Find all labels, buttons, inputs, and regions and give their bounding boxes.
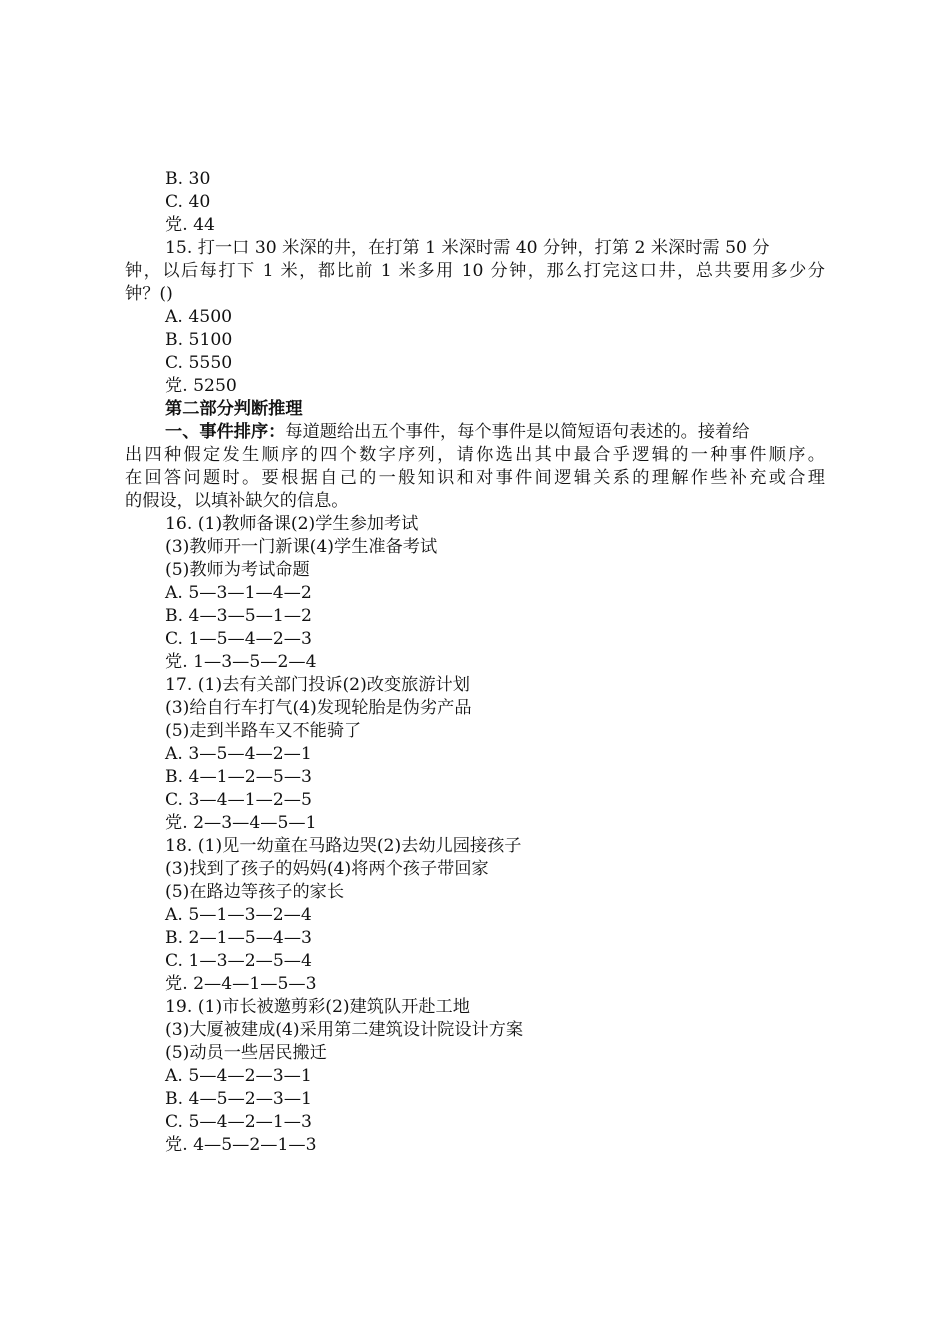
text-line [0, 467, 825, 490]
text-line [0, 950, 950, 973]
text-line [0, 743, 950, 766]
line-text: (3)教师开一门新课(4)学生准备考试 [165, 537, 438, 557]
text-line [0, 881, 950, 904]
line-text: B. 5100 [165, 330, 233, 350]
text-line [0, 329, 950, 352]
text-line [0, 352, 950, 375]
line-text: 15. 打一口 30 米深的井，在打第 1 米深时需 40 分钟，打第 2 米深时需 50 分 [165, 238, 770, 258]
text-line [0, 306, 950, 329]
line-text: 党. 1—3—5—2—4 [165, 652, 317, 672]
section-heading: 一、事件排序： [165, 422, 286, 442]
line-text: (5)动员一些居民搬迁 [165, 1043, 327, 1063]
text-line [0, 237, 950, 260]
line-text: 17. (1)去有关部门投诉(2)改变旅游计划 [165, 675, 470, 695]
text-line [0, 1019, 950, 1042]
line-text: A. 5—4—2—3—1 [165, 1066, 312, 1086]
text-line [0, 766, 950, 789]
line-text: 19. (1)市长被邀剪彩(2)建筑队开赴工地 [165, 997, 470, 1017]
line-text: C. 40 [165, 192, 211, 212]
line-text: 党. 2—3—4—5—1 [165, 813, 317, 833]
text-line [0, 605, 950, 628]
text-line [0, 858, 950, 881]
text-line [0, 835, 950, 858]
text-line [0, 927, 950, 950]
line-text: 党. 44 [165, 215, 215, 235]
text-line [0, 1065, 950, 1088]
line-text: C. 1—3—2—5—4 [165, 951, 312, 971]
text-line [0, 1111, 950, 1134]
text-line [0, 513, 950, 536]
text-line [0, 674, 950, 697]
line-text: (3)给自行车打气(4)发现轮胎是伪劣产品 [165, 698, 472, 718]
line-text: B. 2—1—5—4—3 [165, 928, 312, 948]
text-line [0, 720, 950, 743]
line-text: A. 4500 [165, 307, 233, 327]
line-text: 在回答问题时。要根据自己的一般知识和对事件间逻辑关系的理解作些补充或合理 [125, 468, 825, 488]
line-text: 18. (1)见一幼童在马路边哭(2)去幼儿园接孩子 [165, 836, 522, 856]
text-line [0, 1042, 950, 1065]
text-line [0, 536, 950, 559]
text-line [0, 214, 950, 237]
text-line [0, 628, 950, 651]
text-line [0, 582, 950, 605]
text-line [0, 398, 950, 421]
line-text: A. 3—5—4—2—1 [165, 744, 312, 764]
line-text: 出四种假定发生顺序的四个数字序列，请你选出其中最合乎逻辑的一种事件顺序。 [125, 445, 825, 465]
line-text: 的假设，以填补缺欠的信息。 [125, 491, 349, 511]
line-text: B. 4—1—2—5—3 [165, 767, 312, 787]
text-line [0, 697, 950, 720]
text-line [0, 260, 825, 283]
line-text: C. 1—5—4—2—3 [165, 629, 312, 649]
text-line [0, 904, 950, 927]
text-line [0, 444, 825, 467]
text-line [0, 812, 950, 835]
text-line [0, 168, 950, 191]
line-text: 党. 4—5—2—1—3 [165, 1135, 317, 1155]
line-text: 党. 5250 [165, 376, 237, 396]
line-text: B. 4—3—5—1—2 [165, 606, 312, 626]
line-text: 钟？() [125, 284, 173, 304]
line-text: (3)大厦被建成(4)采用第二建筑设计院设计方案 [165, 1020, 524, 1040]
text-line [0, 1088, 950, 1111]
text-line [0, 1134, 950, 1157]
line-text: 党. 2—4—1—5—3 [165, 974, 317, 994]
line-text: C. 5—4—2—1—3 [165, 1112, 312, 1132]
line-text: B. 4—5—2—3—1 [165, 1089, 312, 1109]
document-body [0, 168, 950, 1157]
line-text: 钟，以后每打下 1 米，都比前 1 米多用 10 分钟，那么打完这口井，总共要用多少分 [125, 261, 825, 281]
text-line [0, 375, 950, 398]
line-text: (5)走到半路车又不能骑了 [165, 721, 362, 741]
text-line [0, 789, 950, 812]
text-line [0, 191, 950, 214]
text-line [0, 283, 825, 306]
line-text: C. 5550 [165, 353, 233, 373]
line-text: C. 3—4—1—2—5 [165, 790, 312, 810]
line-text: (3)找到了孩子的妈妈(4)将两个孩子带回家 [165, 859, 489, 879]
text-line [0, 973, 950, 996]
line-text: B. 30 [165, 169, 211, 189]
line-text: 每道题给出五个事件，每个事件是以简短语句表述的。接着给 [285, 422, 750, 442]
line-text: A. 5—3—1—4—2 [165, 583, 312, 603]
line-text: 第二部分判断推理 [165, 399, 303, 419]
text-line [0, 996, 950, 1019]
text-line [0, 490, 825, 513]
line-text: (5)教师为考试命题 [165, 560, 310, 580]
line-text: A. 5—1—3—2—4 [165, 905, 312, 925]
text-line [0, 421, 950, 444]
text-line [0, 651, 950, 674]
line-text: (5)在路边等孩子的家长 [165, 882, 345, 902]
text-line [0, 559, 950, 582]
line-text: 16. (1)教师备课(2)学生参加考试 [165, 514, 419, 534]
